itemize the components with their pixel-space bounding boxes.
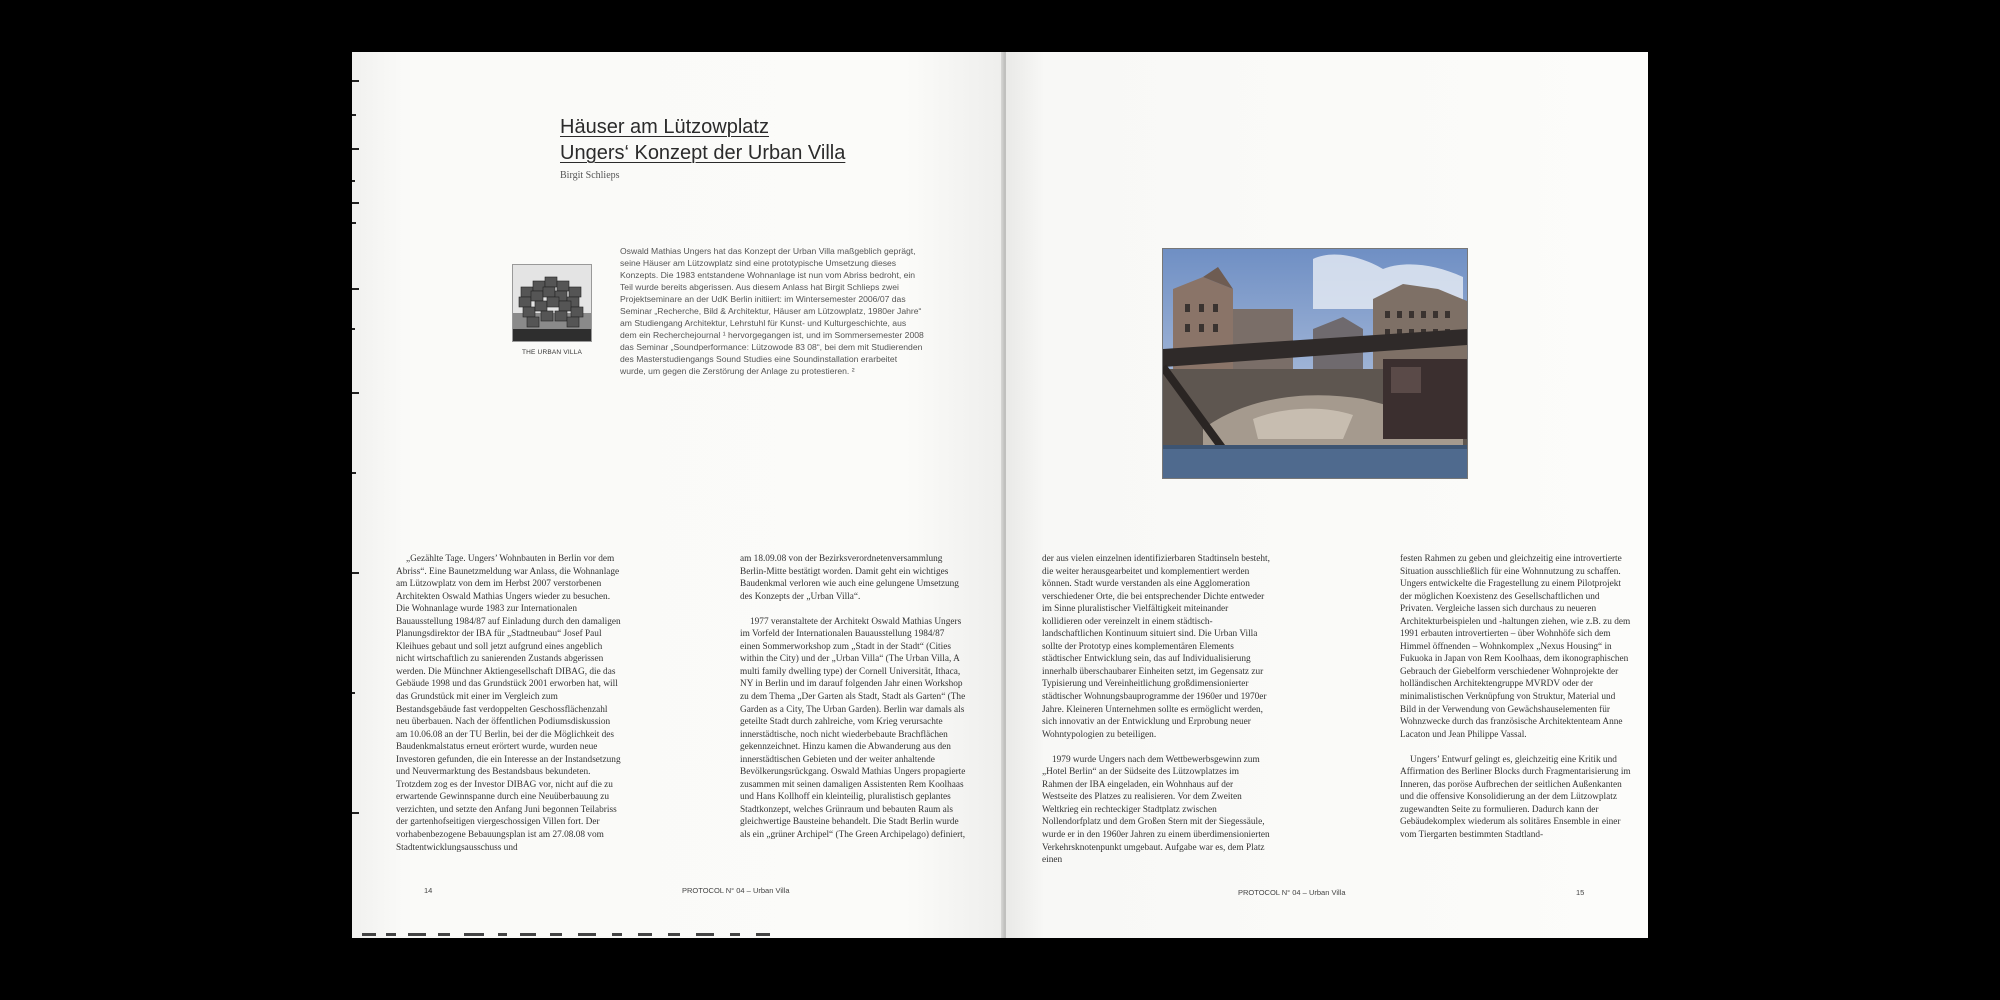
page-number-right: 15 bbox=[1576, 888, 1585, 897]
urban-villa-thumbnail bbox=[512, 264, 592, 342]
page-edge-marks bbox=[352, 52, 360, 938]
running-footer-right: PROTOCOL N° 04 – Urban Villa bbox=[1238, 888, 1346, 897]
body-paragraph: 1979 wurde Ungers nach dem Wettbewerbsgewinn zum „Hotel Berlin“ an der Südseite des Lützowplatzes im Rahmen der IBA eingeladen, ein Wohnhaus auf der Westseite des Platzes zu realisieren. Vor dem Zweiten Weltkrieg ein rechteckiger Stadtplatz zwischen Nollendorfplatz und dem Großen Stern mit der Siegessäule, wurde er in den 1960er Jahren zu einem überdimensionierten Verkehrsknotenpunkt umgebaut. Aufgabe war es, dem Platz einen bbox=[1042, 754, 1270, 866]
body-paragraph: festen Rahmen zu geben und gleichzeitig eine introvertierte Situation ausschließlich für eine Wohnnutzung zu schaffen. Ungers entwickelte die Fragestellung zu einem Pilotprojekt der möglichen Koexistenz des Gesellschaftlichen und Privaten. Vergleiche lassen sich durchaus zu neueren Architekturbeispielen und -haltungen ziehen, wie z.B. zu dem 1991 erbauten introvertierten – über Wohnhöfe sich dem Himmel öffnenden – Wohnkomplex „Nexus Housing“ in Fukuoka in Japan von Rem Koolhaas, dem ikonographischen Gebrauch der Giebelform verschiedener Wohnprojekte der holländischen Architektengruppe MVRDV oder der minimalistischen Verknüpfung von Struktur, Material und Bild in der Verwendung von Gewächshauselementen für Wohnzwecke durch das französische Architektenteam Anne Lacaton und Jean Philippe Vassal. bbox=[1400, 554, 1631, 740]
body-column-4 bbox=[1400, 553, 1632, 854]
running-footer-left: PROTOCOL N° 04 – Urban Villa bbox=[682, 886, 790, 895]
bottom-edge-marks bbox=[352, 931, 812, 938]
title-line-1: Häuser am Lützowplatz bbox=[560, 116, 769, 138]
body-column-2 bbox=[740, 553, 966, 854]
body-column-3 bbox=[1042, 553, 1270, 879]
title-line-2: Ungers‘ Konzept der Urban Villa bbox=[560, 142, 846, 164]
demolition-photo bbox=[1162, 248, 1468, 479]
body-paragraph: der aus vielen einzelnen identifizierbaren Stadtinseln besteht, die weiter herausgearbeitet und komplementiert werden können. Stadt wurde verstanden als eine Agglomeration verschiedener Orte, die bei entsprechender Dichte entweder im Sinne pluralistischer Vielfältigkeit miteinander kollidieren oder vereinzelt in einem städtisch-landschaftlichen Kontinuum situiert sind. Die Urban Villa sollte der Prototyp eines komplementären Elements städtischer Entwicklung sein, das auf Individualisierung innerhalb überschaubarer Einheiten setzt, im Gegensatz zur Typisierung und Vereinheitlichung großdimensionierter städtischer Wohnungsbauprogramme der 1960er und 1970er Jahre. Kleineren Unternehmen sollte es ermöglicht werden, sich innovativ an der Entwicklung und Erprobung neuer Wohntypologien zu beteiligen. bbox=[1042, 554, 1270, 740]
article-abstract: Oswald Mathias Ungers hat das Konzept der Urban Villa maßgeblich geprägt, seine Häuser am Lützowplatz sind eine prototypische Umsetzung dieses Konzepts. Die 1983 entstandene Wohnanlage ist nun vom Abriss bedroht, ein Teil wurde bereits abgerissen. Aus diesem Anlass hat Birgit Schlieps zwei Projektseminare an der UdK Berlin initiiert: im Wintersemester 2006/07 das Seminar „Recherche, Bild & Architektur, Häuser am Lützowplatz, 1980er Jahre“ am Studiengang Architektur, Lehrstuhl für Kunst- und Kulturgeschichte, aus dem ein Recherchejournal ¹ hervorgegangen ist, und im Sommersemester 2008 das Seminar „Soundperformance: Lützowode 83 08“, bei dem mit Studierenden des Masterstudiengangs Sound Studies eine Soundinstallation erarbeitet wurde, um gegen die Zerstörung der Anlage zu protestieren. ² bbox=[620, 246, 924, 376]
body-paragraph: am 18.09.08 von der Bezirksverordnetenversammlung Berlin-Mitte bestätigt worden. Damit geht ein wichtiges Baudenkmal verloren wie auch eine gelungene Umsetzung des Konzepts der „Urban Villa“. bbox=[740, 554, 959, 602]
page-number-left: 14 bbox=[424, 886, 433, 895]
right-page bbox=[1006, 52, 1648, 938]
body-column-1 bbox=[396, 553, 622, 867]
thumbnail-caption: THE URBAN VILLA bbox=[521, 349, 583, 356]
article-title bbox=[560, 114, 845, 166]
author-name: Birgit Schlieps bbox=[560, 170, 620, 181]
magazine-spread bbox=[352, 52, 1648, 938]
body-paragraph: „Gezählte Tage. Ungers’ Wohnbauten in Berlin vor dem Abriss“. Eine Baunetzmeldung war Anlass, die Wohnanlage am Lützowplatz von dem im Herbst 2007 verstorbenen Architekten Oswald Mathias Ungers wieder zu besuchen. Die Wohnanlage wurde 1983 zur Internationalen Bauausstellung 1984/87 auf Einladung durch den damaligen Planungsdirektor der IBA für „Stadtneubau“ Josef Paul Kleihues gebaut und soll jetzt aufgrund eines angeblich nicht wirtschaftlich zu sanierenden Zustands abgerissen werden. Die Münchner Aktiengesellschaft DIBAG, die das Gebäude 1998 und das Grundstück 2001 erworben hat, will das Grundstück mit einer im Vergleich zum Bestandsgebäude fast verdoppelten Geschossflächenzahl neu überbauen. Nach der öffentlichen Podiumsdiskussion am 10.06.08 an der TU Berlin, bei der die Möglichkeit des Baudenkmalstatus erneut erörtert wurde, wurden neue Investoren gefunden, die ein Interesse an der Instandsetzung und Neuvermarktung des Bestandsbaus bekundeten. Trotzdem zog es der Investor DIBAG vor, nicht auf die zu erwartende Gewinnspanne durch eine Neuüberbauung zu verzichten, und setzte den Anfang Juni begonnen Teilabriss der gartenhofseitigen viergeschossigen Villen fort. Der vorhabenbezogene Bebauungsplan ist am 27.08.08 vom Stadtentwicklungsausschuss und bbox=[396, 554, 621, 853]
body-paragraph: 1977 veranstaltete der Architekt Oswald Mathias Ungers im Vorfeld der Internationalen Bauausstellung 1984/87 einen Sommerworkshop zum „Stadt in der Stadt“ (Cities within the City) und der „Urban Villa“ (The Urban Villa, A multi family dwelling type) der Cornell Universität, Ithaca, NY in Berlin und im darauf folgenden Jahr einen Workshop zu dem Thema „Der Garten als Stadt, Stadt als Garten“ (The Garden as a City, The Urban Garden). Berlin war damals als geteilte Stadt durch zahlreiche, vom Krieg verursachte innerstädtische, noch nicht wiederbebaute Brachflächen gekennzeichnet. Hinzu kamen die Abwanderung aus den innerstädtischen Gebieten und der weiter anhaltende Bevölkerungsrückgang. Oswald Mathias Ungers propagierte zusammen mit seinen damaligen Assistenten Rem Koolhaas und Hans Kollhoff ein kleinteilig, pluralistisch geplantes Stadtkonzept, welches Grünraum und bebauten Raum als gleichwertige Bausteine behandelt. Die Stadt Berlin wurde als ein „grüner Archipel“ (The Green Archipelago) definiert, bbox=[740, 616, 966, 840]
body-paragraph: Ungers’ Entwurf gelingt es, gleichzeitig eine Kritik und Affirmation des Berliner Blocks durch Fragmentarisierung im Inneren, das poröse Aufbrechen der seitlichen Außenkanten und die offensive Konsolidierung an der dem Lützowplatz zugewandten Seite zu formulieren. Dadurch kann der Gebäudekomplex wiederum als solitäres Ensemble in einer vom Tiergarten bestimmten Stadtland- bbox=[1400, 754, 1631, 840]
left-page bbox=[352, 52, 1004, 938]
